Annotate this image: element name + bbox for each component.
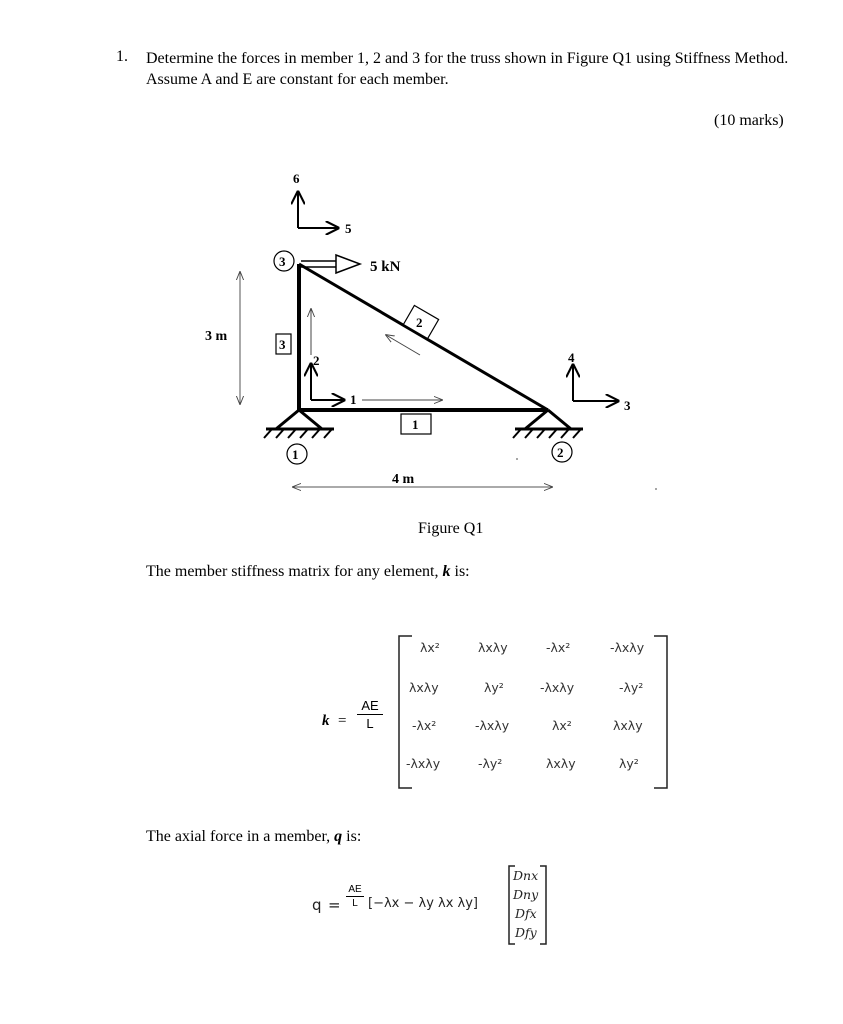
stiffness-frac-den: L (366, 716, 374, 731)
matrix-cell-3-2: λxλy (546, 756, 576, 771)
figure-caption: Figure Q1 (418, 520, 484, 537)
dof-label-4: 4 (568, 350, 575, 365)
matrix-cell-2-2: λx² (552, 718, 572, 733)
node-label-2: 2 (557, 445, 564, 460)
axial-equals: = (328, 896, 341, 914)
stiffness-frac-num: AE (361, 698, 379, 713)
axial-intro (146, 828, 361, 846)
marks-label: (10 marks) (714, 112, 784, 129)
matrix-cell-1-3: -λy² (619, 680, 644, 695)
axial-frac-den: L (352, 898, 358, 909)
dof-label-2: 2 (313, 353, 320, 368)
matrix-cell-0-1: λxλy (478, 640, 508, 655)
node-label-1: 1 (292, 447, 299, 462)
column-vector-item: Dnx (513, 868, 539, 883)
column-vector-item: Dfy (515, 925, 537, 940)
matrix-cell-1-0: λxλy (409, 680, 439, 695)
stiffness-intro-suffix: is: (450, 563, 470, 580)
matrix-cell-3-0: -λxλy (406, 756, 441, 771)
matrix-cell-2-0: -λx² (412, 718, 437, 733)
question-number: 1. (116, 48, 128, 65)
matrix-cell-2-1: -λxλy (475, 718, 510, 733)
stiffness-intro-var: k (442, 563, 451, 580)
axial-intro-var: q (334, 828, 343, 845)
matrix-cell-1-1: λy² (484, 680, 504, 695)
dof-label-6: 6 (293, 171, 300, 186)
matrix-cell-0-3: -λxλy (610, 640, 645, 655)
matrix-cell-1-2: -λxλy (540, 680, 575, 695)
axial-frac-num: AE (348, 884, 362, 895)
matrix-cell-0-2: -λx² (546, 640, 571, 655)
member-label-2: 2 (416, 315, 423, 330)
column-vector-item: Dfx (515, 906, 537, 921)
axial-lhs: q (312, 896, 322, 914)
member-label-3: 3 (279, 337, 286, 352)
stiffness-lhs: k (322, 713, 330, 729)
dof-label-5: 5 (345, 221, 352, 236)
dimension-width-label: 4 m (392, 472, 415, 487)
dof-label-1: 1 (350, 392, 357, 407)
load-label: 5 kN (370, 259, 401, 275)
axial-intro-prefix: The axial force in a member, (146, 828, 335, 845)
node-label-3: 3 (279, 254, 286, 269)
column-vector-item: Dny (513, 887, 539, 902)
axial-row-vector: [−λx − λy λx λy] (368, 896, 479, 911)
matrix-cell-2-3: λxλy (613, 718, 643, 733)
stiffness-equals: = (338, 713, 347, 729)
member-label-1: 1 (412, 417, 419, 432)
matrix-cell-3-1: -λy² (478, 756, 503, 771)
matrix-cell-3-3: λy² (619, 756, 639, 771)
dimension-height-label: 3 m (205, 329, 228, 344)
question-text: Determine the forces in member 1, 2 and 3 for the truss shown in Figure Q1 using Stiffness Method. Assume A and E are constant for each member. (146, 50, 789, 88)
stiffness-intro-prefix: The member stiffness matrix for any element, (146, 563, 443, 580)
axial-fraction (346, 884, 364, 909)
matrix-cell-0-0: λx² (420, 640, 440, 655)
axial-intro-suffix: is: (342, 828, 362, 845)
dof-label-3: 3 (624, 398, 631, 413)
